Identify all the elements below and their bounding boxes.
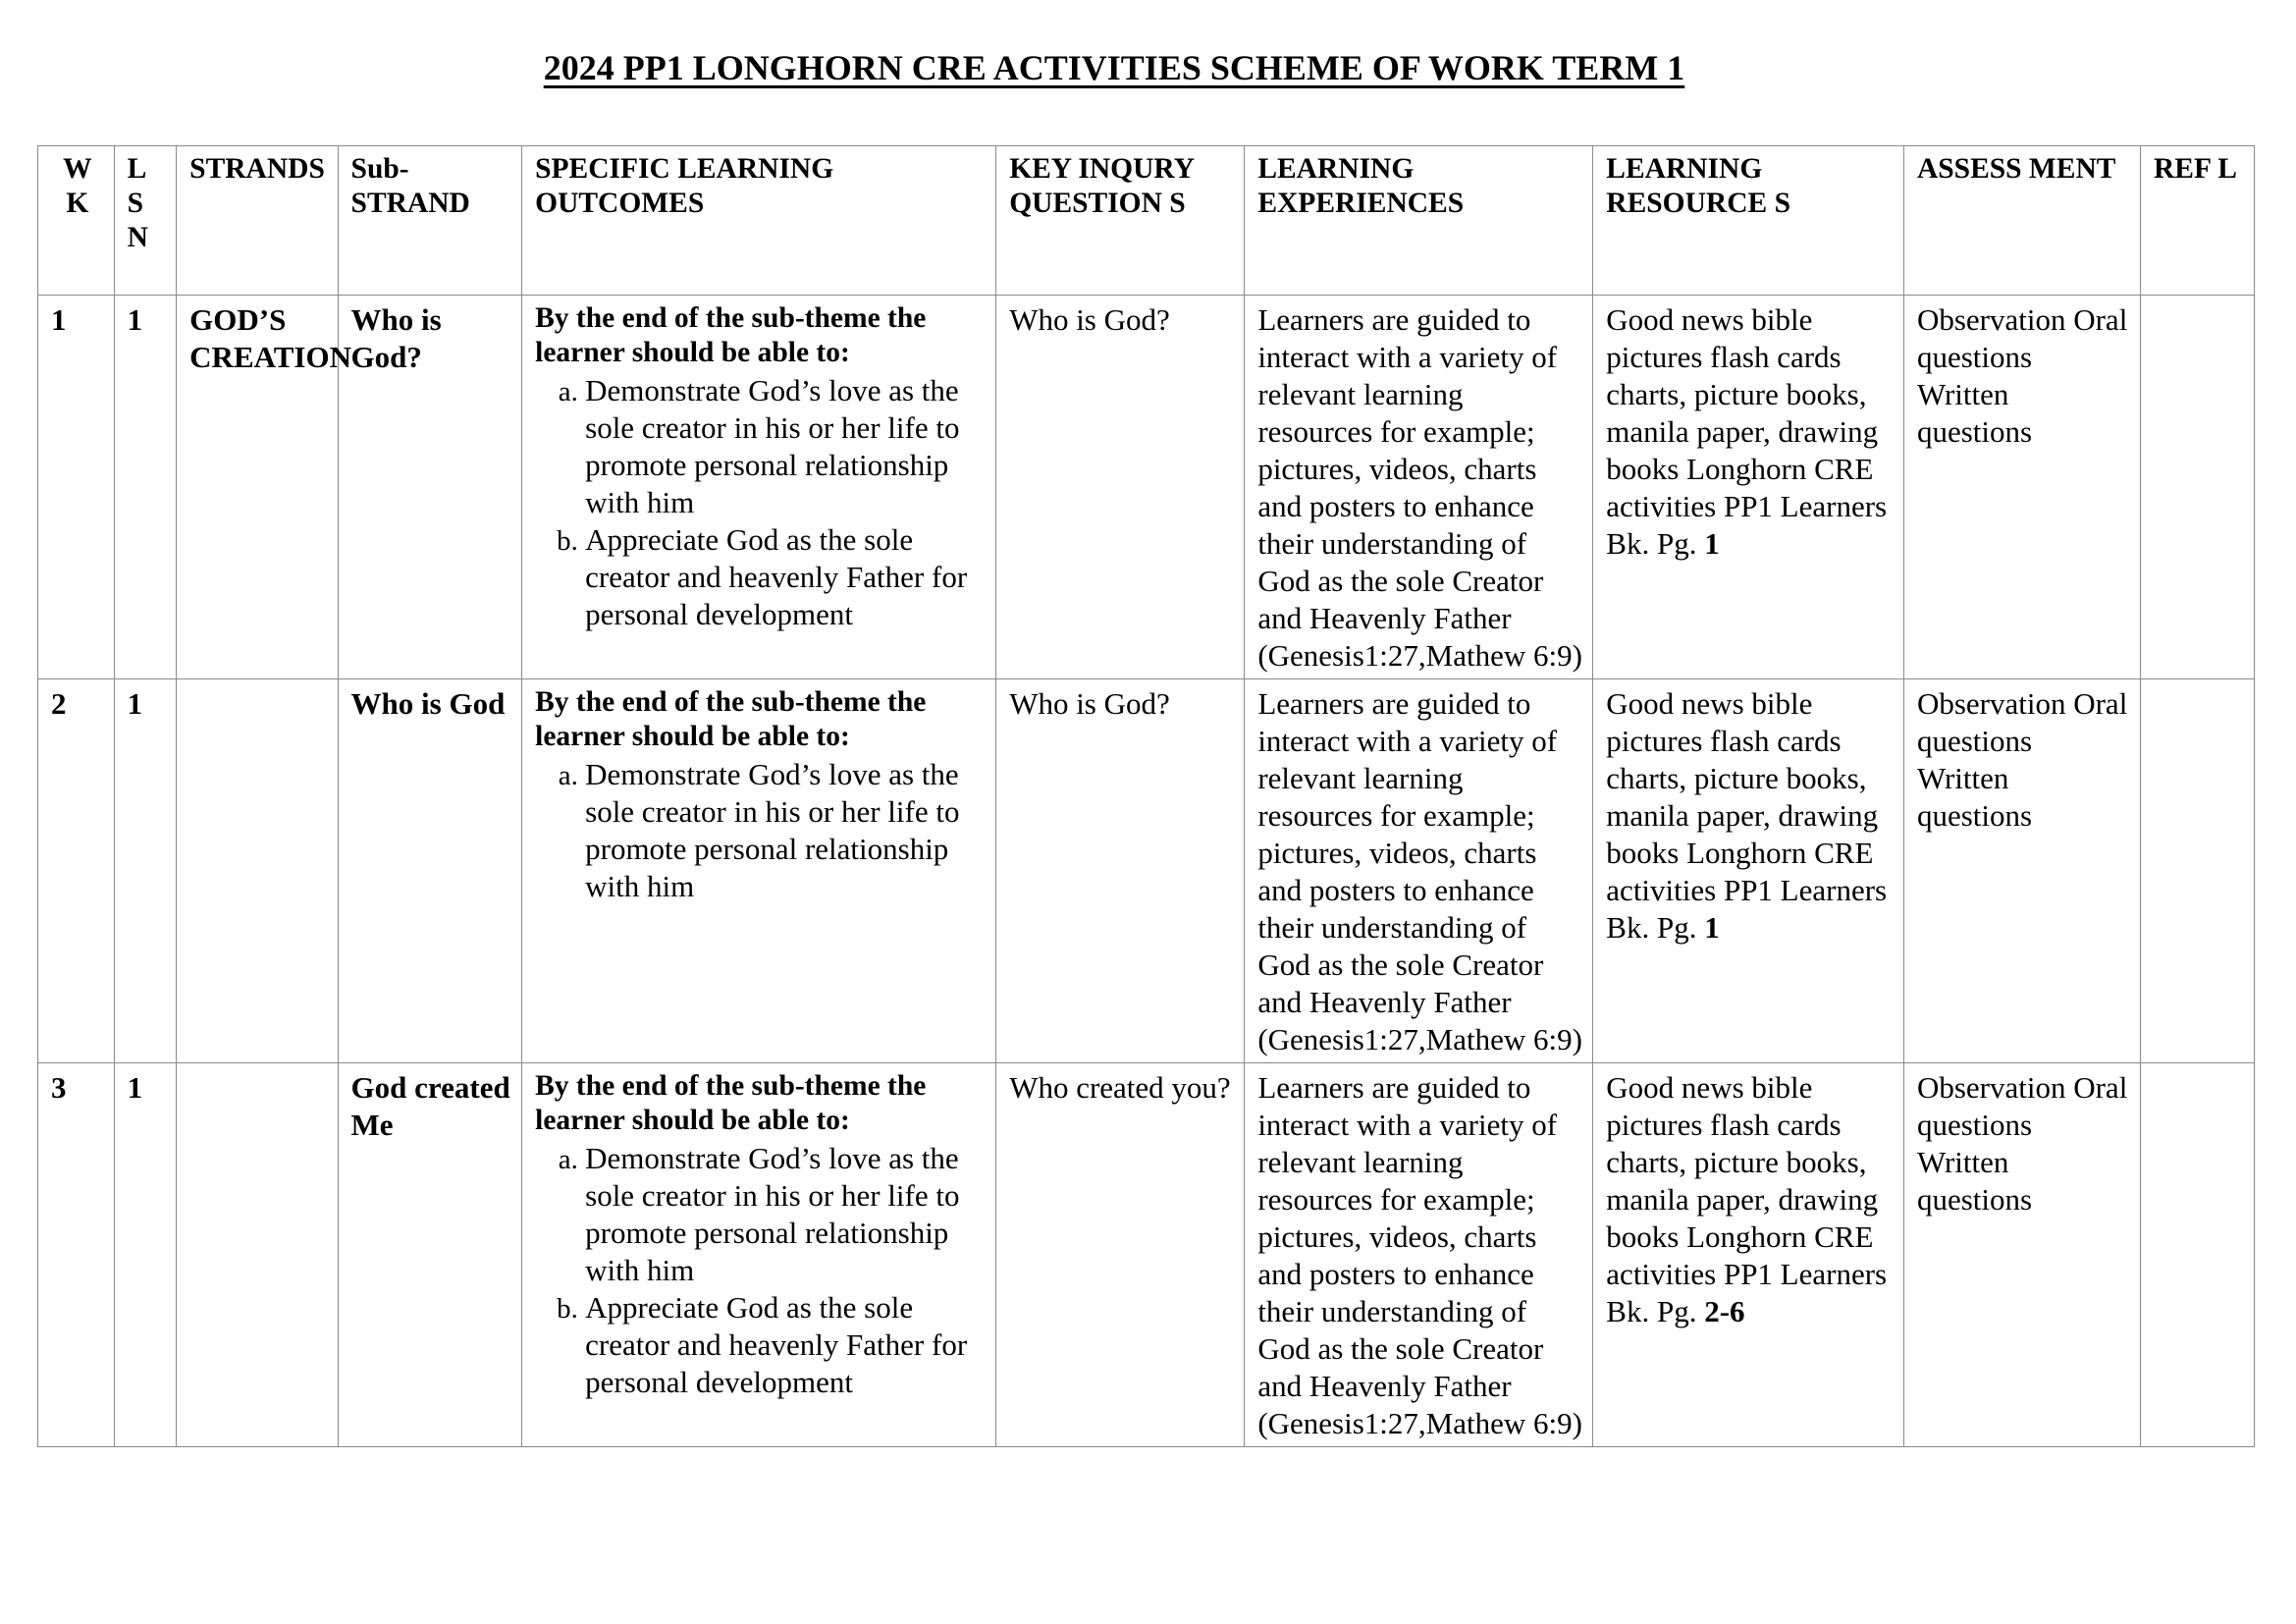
experiences-cell: Learners are guided to interact with a variety of relevant learning resources for example; pictures, videos, charts and posters to enhance their understanding of God as the sole Creator and Heavenly Father (Genesis1:27,Mathew 6:9) — [1245, 679, 1593, 1063]
inquiry-cell: Who created you? — [996, 1063, 1245, 1447]
table-row — [38, 679, 2255, 1063]
outcomes-list — [535, 1140, 986, 1401]
resources-page: 1 — [1704, 910, 1720, 945]
header-refl: REF L — [2140, 146, 2254, 296]
outcomes-list — [535, 756, 986, 905]
header-lsn: L S N — [114, 146, 177, 296]
reflection-cell — [2140, 679, 2254, 1063]
strand-cell: GOD’S CREATION — [177, 296, 338, 679]
reflection-cell — [2140, 296, 2254, 679]
resources-page: 1 — [1704, 526, 1720, 561]
header-outcomes: SPECIFIC LEARNING OUTCOMES — [522, 146, 996, 296]
experiences-cell: Learners are guided to interact with a variety of relevant learning resources for example; pictures, videos, charts and posters to enhance their understanding of God as the sole Creator and Heavenly Father (Genesis1:27,Mathew 6:9) — [1245, 296, 1593, 679]
header-assessment: ASSESS MENT — [1903, 146, 2140, 296]
header-wk: W K — [38, 146, 115, 296]
outcome-item: b. Appreciate God as the sole creator and heavenly Father for personal development — [585, 1289, 986, 1401]
week-cell: 3 — [38, 1063, 115, 1447]
outcome-item: b. Appreciate God as the sole creator and heavenly Father for personal development — [585, 521, 986, 633]
substrand-cell: Who is God? — [338, 296, 522, 679]
lesson-cell: 1 — [114, 1063, 177, 1447]
resources-text: Good news bible pictures flash cards charts, picture books, manila paper, drawing books Longhorn CRE activities PP1 Learners Bk. Pg. — [1606, 686, 1888, 945]
outcomes-cell — [522, 1063, 996, 1447]
outcomes-cell — [522, 679, 996, 1063]
strand-cell — [177, 1063, 338, 1447]
inquiry-cell: Who is God? — [996, 296, 1245, 679]
experiences-cell: Learners are guided to interact with a variety of relevant learning resources for example; pictures, videos, charts and posters to enhance their understanding of God as the sole Creator and Heavenly Father (Genesis1:27,Mathew 6:9) — [1245, 1063, 1593, 1447]
header-resources: LEARNING RESOURCE S — [1593, 146, 1904, 296]
outcomes-intro: By the end of the sub-theme the learner should be able to: — [535, 1070, 927, 1136]
outcomes-cell — [522, 296, 996, 679]
lesson-cell: 1 — [114, 679, 177, 1063]
table-row — [38, 296, 2255, 679]
outcomes-list — [535, 372, 986, 633]
week-cell: 1 — [38, 296, 115, 679]
resources-cell — [1593, 679, 1904, 1063]
outcomes-intro: By the end of the sub-theme the learner should be able to: — [535, 686, 927, 752]
assessment-cell: Observation Oral questions Written questions — [1903, 296, 2140, 679]
header-strands: STRANDS — [177, 146, 338, 296]
strand-cell — [177, 679, 338, 1063]
outcomes-intro: By the end of the sub-theme the learner should be able to: — [535, 302, 927, 368]
reflection-cell — [2140, 1063, 2254, 1447]
resources-cell — [1593, 296, 1904, 679]
resources-text: Good news bible pictures flash cards charts, picture books, manila paper, drawing books Longhorn CRE activities PP1 Learners Bk. Pg. — [1606, 1070, 1888, 1328]
resources-cell — [1593, 1063, 1904, 1447]
week-cell: 2 — [38, 679, 115, 1063]
assessment-cell: Observation Oral questions Written questions — [1903, 1063, 2140, 1447]
substrand-cell: Who is God — [338, 679, 522, 1063]
header-inquiry: KEY INQURY QUESTION S — [996, 146, 1245, 296]
header-experiences: LEARNING EXPERIENCES — [1245, 146, 1593, 296]
table-row — [38, 1063, 2255, 1447]
scheme-of-work-table — [37, 145, 2255, 1447]
header-substrand: Sub-STRAND — [338, 146, 522, 296]
document-title: 2024 PP1 LONGHORN CRE ACTIVITIES SCHEME OF WORK TERM 1 — [543, 48, 1685, 87]
lesson-cell: 1 — [114, 296, 177, 679]
outcome-item: a. Demonstrate God’s love as the sole creator in his or her life to promote personal relationship with him — [585, 372, 986, 521]
assessment-cell: Observation Oral questions Written questions — [1903, 679, 2140, 1063]
substrand-cell: God created Me — [338, 1063, 522, 1447]
resources-page: 2-6 — [1704, 1294, 1745, 1328]
outcome-item: a. Demonstrate God’s love as the sole creator in his or her life to promote personal relationship with him — [585, 1140, 986, 1289]
table-header-row — [38, 146, 2255, 296]
inquiry-cell: Who is God? — [996, 679, 1245, 1063]
outcome-item: a. Demonstrate God’s love as the sole creator in his or her life to promote personal relationship with him — [585, 756, 986, 905]
resources-text: Good news bible pictures flash cards charts, picture books, manila paper, drawing books Longhorn CRE activities PP1 Learners Bk. Pg. — [1606, 302, 1888, 561]
